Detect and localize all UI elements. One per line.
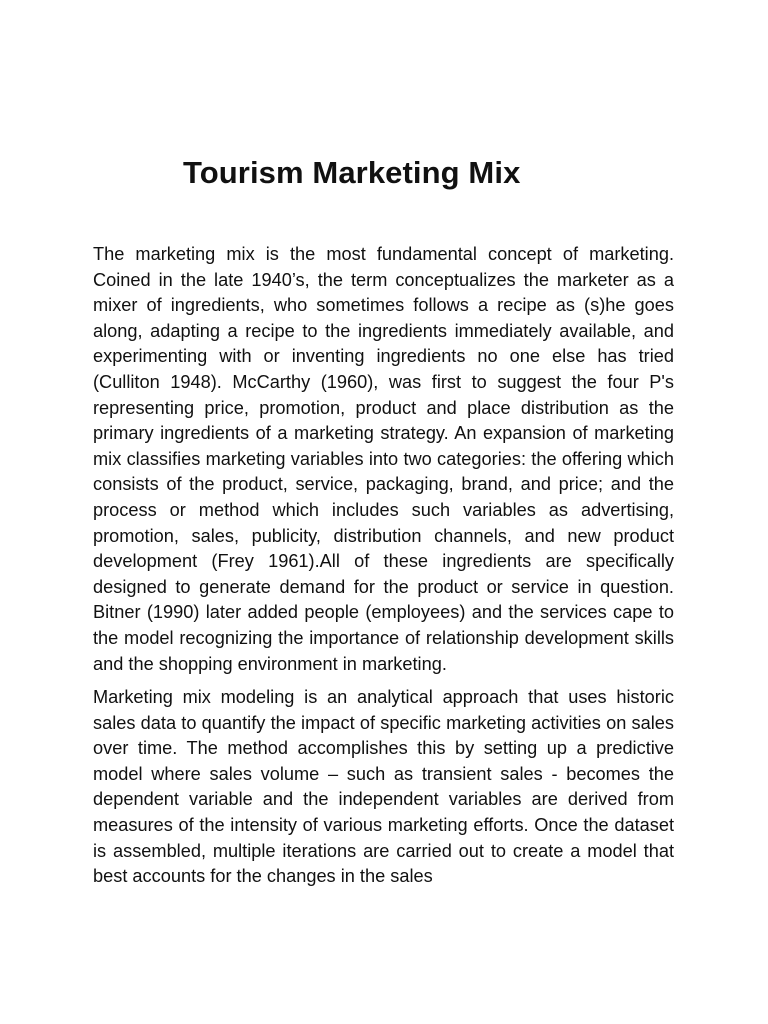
document-title: Tourism Marketing Mix (183, 155, 521, 190)
paragraph-marketing-mix-modeling: Marketing mix modeling is an analytical approach that uses historic sales data to quantify the impact of specific marketing activities on sales over time. The method accomplishes this by setting up a predictive model where sales volume – such as transient sales - becomes the dependent variable and the independent variables are derived from measures of the intensity of various marketing efforts. Once the dataset is assembled, multiple iterations are carried out to create a model that best accounts for the changes in the sales (93, 687, 674, 887)
document-body (93, 242, 674, 898)
paragraph-marketing-mix-definition: The marketing mix is the most fundamental concept of marketing. Coined in the late 1940’s, the term conceptualizes the marketer as a mixer of ingredients, who sometimes follows a recipe as (s)he goes along, adapting a recipe to the ingredients immediately available, and experimenting with or inventing ingredients no one else has tried (Culliton 1948). McCarthy (1960), was first to suggest the four P's representing price, promotion, product and place distribution as the primary ingredients of a marketing strategy. An expansion of marketing mix classifies marketing variables into two categories: the offering which consists of the product, service, packaging, brand, and price; and the process or method which includes such variables as advertising, promotion, sales, publicity, distribution channels, and new product development (Frey 1961).All of these ingredients are specifically designed to generate demand for the product or service in question. Bitner (1990) later added people (employees) and the services cape to the model recognizing the importance of relationship development skills and the shopping environment in marketing. (93, 244, 674, 674)
